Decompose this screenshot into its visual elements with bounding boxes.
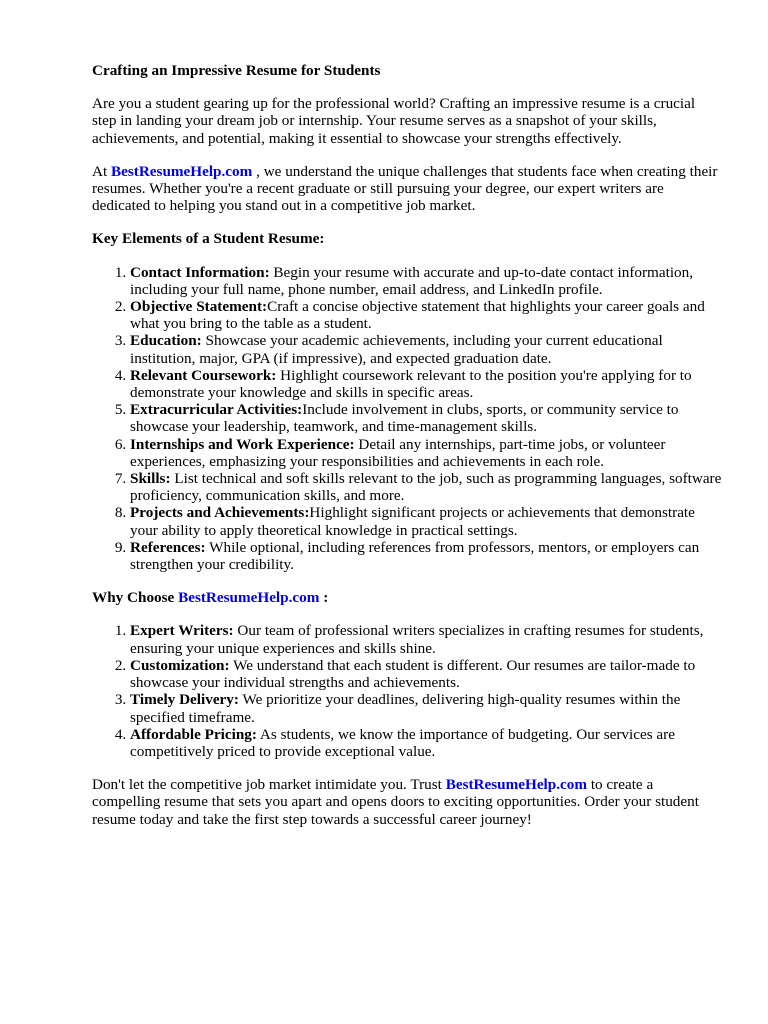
key-elements-heading: Key Elements of a Student Resume: xyxy=(92,230,325,248)
document-body xyxy=(92,62,722,844)
list-item xyxy=(130,622,722,656)
item-term: Relevant Coursework: xyxy=(130,366,277,384)
list-item xyxy=(130,298,722,332)
item-text: As students, we know the importance of budgeting. Our services are competitively priced to provide exceptional value. xyxy=(130,725,675,760)
about-suffix: , we understand the unique challenges that students face when creating their resumes. Whether you're a recent graduate or still pursuing your degree, our expert writers are dedicated to helping you stand out in a competitive job market. xyxy=(92,162,718,215)
item-term: Objective Statement: xyxy=(130,298,268,316)
item-text: While optional, including references from professors, mentors, or employers can strengthen your credibility. xyxy=(130,538,700,574)
item-text: We understand that each student is different. Our resumes are tailor-made to showcase your individual strengths and achievements. xyxy=(130,656,696,692)
list-item xyxy=(130,657,722,691)
page-title: Crafting an Impressive Resume for Students xyxy=(92,62,381,79)
item-term: Projects and Achievements: xyxy=(130,504,310,522)
item-term: Affordable Pricing: xyxy=(130,725,257,743)
item-term: References: xyxy=(130,538,206,556)
closing-suffix: to create a compelling resume that sets you apart and opens doors to exciting opportunities. Order your student resume today and take the first step towards a successful career journey! xyxy=(92,776,699,828)
why-choose-list xyxy=(92,622,722,760)
item-term: Expert Writers: xyxy=(130,622,234,640)
item-term: Timely Delivery: xyxy=(130,691,239,709)
item-term: Skills: xyxy=(130,470,171,488)
list-item xyxy=(130,436,722,470)
item-text: Begin your resume with accurate and up-to-date contact information, including your full name, phone number, email address, and LinkedIn profile. xyxy=(130,263,694,298)
item-text: List technical and soft skills relevant to the job, such as programming languages, software proficiency, communication skills, and more. xyxy=(130,470,722,505)
list-item xyxy=(130,470,722,504)
why-choose-prefix: Why Choose xyxy=(92,589,179,607)
about-prefix: At xyxy=(92,162,111,180)
item-text: Highlight significant projects or achievements that demonstrate your ability to apply theoretical knowledge in practical settings. xyxy=(130,504,695,539)
why-choose-suffix: : xyxy=(319,589,329,607)
intro-paragraph: Are you a student gearing up for the professional world? Crafting an impressive resume is a crucial step in landing your dream job or internship. Your resume serves as a snapshot of your skills, achievements, and potential, making it essential to showcase your strengths effectively. xyxy=(92,95,696,147)
list-item xyxy=(130,726,722,760)
closing-prefix: Don't let the competitive job market intimidate you. Trust xyxy=(92,776,446,794)
list-item xyxy=(130,504,722,538)
about-link[interactable]: BestResumeHelp.com xyxy=(110,162,253,180)
item-text: Detail any internships, part-time jobs, or volunteer experiences, emphasizing your responsibilities and achievements in each role. xyxy=(130,435,666,470)
key-elements-list xyxy=(92,264,722,574)
item-term: Contact Information: xyxy=(130,263,270,281)
list-item xyxy=(130,691,722,725)
item-term: Education: xyxy=(130,332,202,350)
item-text: Craft a concise objective statement that highlights your career goals and what you bring to the table as a student. xyxy=(130,298,705,333)
item-text: Highlight coursework relevant to the position you're applying for to demonstrate your knowledge and skills in specific areas. xyxy=(130,366,692,402)
item-text: Our team of professional writers specializes in crafting resumes for students, ensuring your unique experiences and skills shine. xyxy=(130,622,704,657)
list-item xyxy=(130,539,722,573)
list-item xyxy=(130,264,722,298)
item-term: Customization: xyxy=(130,656,230,674)
closing-link[interactable]: BestResumeHelp.com xyxy=(445,776,588,794)
list-item xyxy=(130,332,722,366)
item-term: Extracurricular Activities: xyxy=(130,401,303,419)
item-term: Internships and Work Experience: xyxy=(130,435,355,453)
why-choose-link[interactable]: BestResumeHelp.com xyxy=(178,589,320,607)
closing-paragraph xyxy=(92,776,722,828)
item-text: Include involvement in clubs, sports, or community service to showcase your leadership, teamwork, and time-management skills. xyxy=(130,401,679,436)
list-item xyxy=(130,367,722,401)
list-item xyxy=(130,401,722,435)
item-text: Showcase your academic achievements, including your current educational institution, major, GPA (if impressive), and expected graduation date. xyxy=(130,332,663,367)
about-paragraph xyxy=(92,163,722,215)
why-choose-heading xyxy=(92,589,722,606)
item-text: We prioritize your deadlines, delivering high-quality resumes within the specified timeframe. xyxy=(130,691,681,726)
